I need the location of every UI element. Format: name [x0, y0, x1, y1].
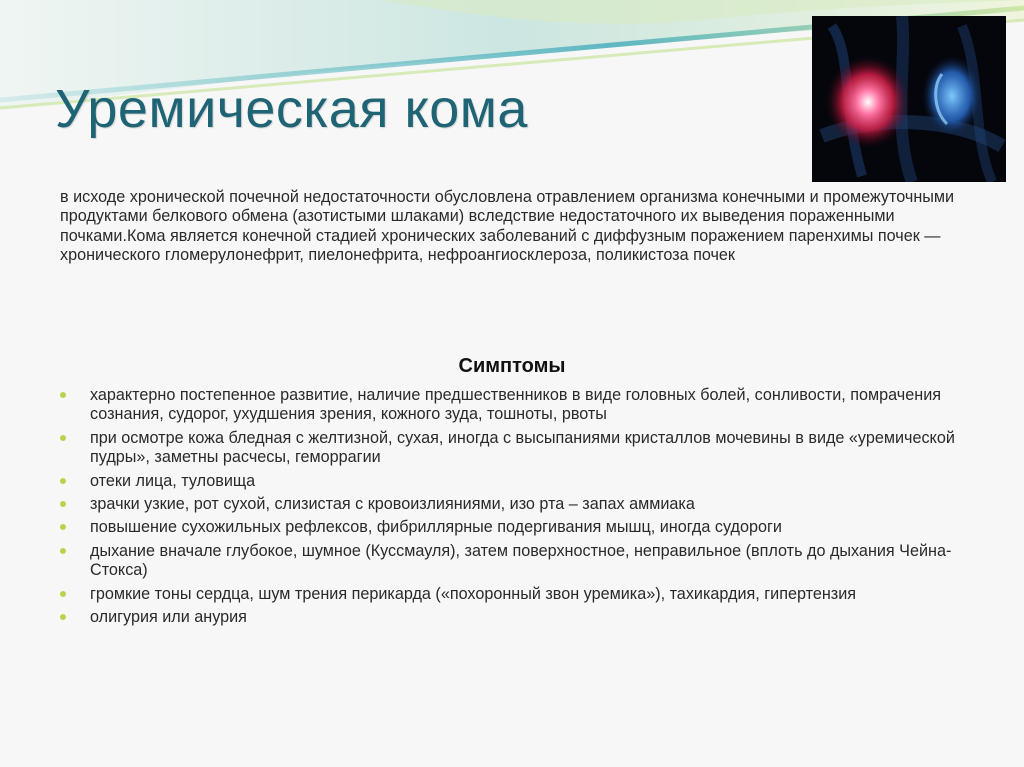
bullet-icon — [60, 591, 66, 597]
bullet-icon — [60, 478, 66, 484]
list-item: повышение сухожильных рефлексов, фибриллярные подергивания мышц, иногда судороги — [60, 518, 960, 537]
bullet-icon — [60, 524, 66, 530]
list-item: зрачки узкие, рот сухой, слизистая с кровоизлияниями, изо рта – запах аммиака — [60, 495, 960, 514]
bullet-icon — [60, 548, 66, 554]
list-item: дыхание вначале глубокое, шумное (Куссмауля), затем поверхностное, неправильное (вплоть до дыхания Чейна-Стокса) — [60, 542, 960, 581]
list-item: при осмотре кожа бледная с желтизной, сухая, иногда с высыпаниями кристаллов мочевины в виде «уремической пудры», заметны расчесы, геморрагии — [60, 429, 960, 468]
bullet-icon — [60, 501, 66, 507]
list-item: громкие тоны сердца, шум трения перикарда («похоронный звон уремика»), тахикардия, гипертензия — [60, 585, 960, 604]
symptoms-heading: Симптомы — [458, 355, 566, 377]
list-item: характерно постепенное развитие, наличие предшественников в виде головных болей, сонливости, помрачения сознания, судорог, ухудшения зрения, кожного зуда, тошноты, рвоты — [60, 386, 960, 425]
slide-title: Уремическая кома — [55, 79, 528, 139]
bullet-icon — [60, 614, 66, 620]
list-item: отеки лица, туловища — [60, 472, 960, 491]
list-item: олигурия или анурия — [60, 608, 960, 627]
kidneys-xray-icon — [812, 16, 1006, 182]
bullet-icon — [60, 435, 66, 441]
intro-paragraph: в исходе хронической почечной недостаточности обусловлена отравлением организма конечными и промежуточными продуктами белкового обмена (азотистыми шлаками) вследствие недостаточного их выведения пораженными почками.Кома является конечной стадией хронических заболеваний с диффузным поражением паренхимы почек — хронического гломерулонефрит, пиелонефрита, нефроангиосклероза, поликистоза почек — [60, 188, 955, 265]
symptoms-list — [60, 386, 960, 631]
bullet-icon — [60, 392, 66, 398]
